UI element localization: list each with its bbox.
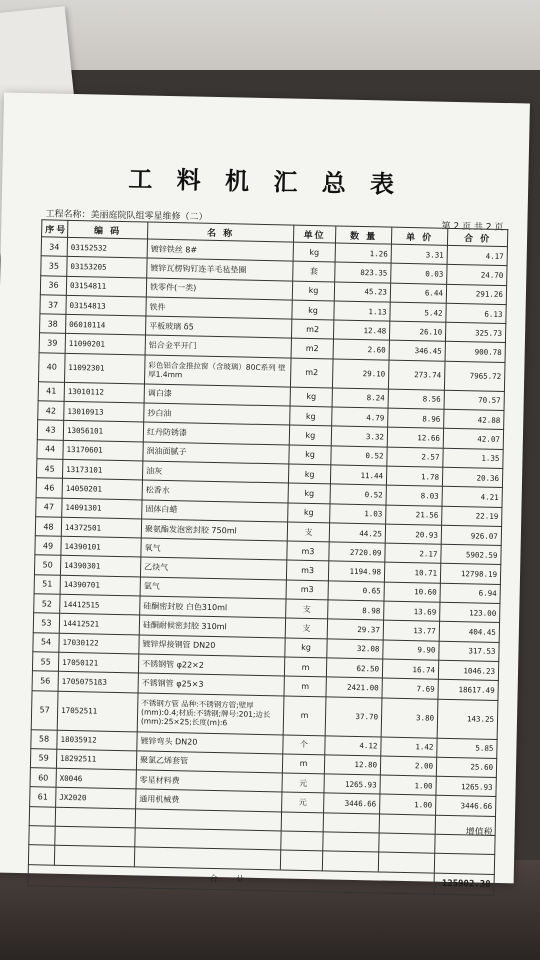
row-code: 13010913 <box>64 401 144 422</box>
row-code: 13170601 <box>63 440 143 461</box>
row-name: 调白漆 <box>144 384 290 406</box>
total-value: 125902.38 <box>434 873 494 895</box>
row-total: 291.26 <box>446 284 506 305</box>
row-price: 8.56 <box>388 389 444 409</box>
row-price: 3.80 <box>381 698 438 738</box>
row-name: 松香水 <box>142 480 288 502</box>
header-price: 单 价 <box>391 227 447 245</box>
row-total: 42.88 <box>444 409 504 430</box>
row-price: 2.00 <box>380 756 436 776</box>
row-code: X0046 <box>56 768 136 789</box>
row-qty: 45.23 <box>334 282 390 302</box>
row-name: 彩色铝合金推拉窗（含玻璃）80C系列 壁厚1.4mm <box>144 355 291 387</box>
row-code: 11090201 <box>65 334 145 355</box>
document-page <box>0 92 530 890</box>
row-qty: 3446.66 <box>324 793 380 813</box>
row-no: 36 <box>40 275 66 295</box>
row-name: 不锈钢方管 品种:不锈钢方管;壁厚(mm):0.4;材质:不锈钢;牌号:201;边长(mm):25×25;长度(m):6 <box>137 692 284 734</box>
row-name: 镀锌焊接钢管 DN20 <box>139 635 285 657</box>
row-price: 6.44 <box>390 283 446 303</box>
row-name: 镀锌铁丝 8# <box>147 239 293 261</box>
row-code: JX2020 <box>56 788 136 809</box>
row-code: 14372501 <box>61 517 141 538</box>
row-qty: 4.79 <box>332 407 388 427</box>
row-unit: 套 <box>293 261 335 281</box>
row-total: 24.70 <box>447 265 507 286</box>
row-price: 1.00 <box>380 775 436 795</box>
row-unit: kg <box>288 464 330 484</box>
row-total: 325.73 <box>445 322 505 343</box>
header-unit: 单位 <box>293 225 335 243</box>
row-total: 12798.19 <box>440 564 500 585</box>
row-no: 56 <box>32 671 58 691</box>
row-total: 5902.59 <box>441 544 501 565</box>
row-price: 1.42 <box>381 737 437 757</box>
row-price: 8.03 <box>386 485 442 505</box>
row-name: 乙炔气 <box>140 557 286 579</box>
row-no: 48 <box>35 517 61 537</box>
row-code: 14091301 <box>62 498 142 519</box>
row-code: 11092301 <box>65 353 146 384</box>
document-title: 工 料 机 汇 总 表 <box>128 164 403 199</box>
row-unit: m2 <box>291 319 333 339</box>
row-no: 38 <box>40 314 66 334</box>
row-price: 3.31 <box>391 244 447 264</box>
row-unit: kg <box>289 445 331 465</box>
row-unit: 元 <box>282 773 324 793</box>
row-name: 红丹防锈漆 <box>143 422 289 444</box>
row-no: 50 <box>34 555 60 575</box>
row-price: 8.96 <box>388 408 444 428</box>
row-name: 不锈钢管 φ25×3 <box>138 673 284 695</box>
row-price: 7.69 <box>382 678 438 698</box>
row-no: 60 <box>30 768 56 788</box>
row-name: 硅酮耐候密封胶 310ml <box>139 615 285 637</box>
row-unit: 支 <box>285 618 327 638</box>
row-name: 氧气 <box>141 538 287 560</box>
row-unit: m <box>283 696 326 736</box>
row-total: 4.21 <box>442 487 502 508</box>
row-unit: m <box>282 754 324 774</box>
row-total: 22.19 <box>442 506 502 527</box>
row-total: 6.13 <box>446 303 506 324</box>
row-price: 1.00 <box>380 794 436 814</box>
row-unit: kg <box>290 406 332 426</box>
row-name: 抄白油 <box>144 403 290 425</box>
row-no: 43 <box>37 420 63 440</box>
row-unit: kg <box>290 387 332 407</box>
row-code: 06010114 <box>66 315 146 336</box>
row-name: 铁零件(一类) <box>146 278 292 300</box>
row-qty: 0.52 <box>330 484 386 504</box>
row-qty: 37.70 <box>325 696 382 736</box>
row-code: 13056101 <box>63 421 143 442</box>
row-total: 1.35 <box>443 448 503 469</box>
row-price: 1.78 <box>386 466 442 486</box>
row-unit: kg <box>292 300 334 320</box>
row-code: 03154813 <box>66 295 146 316</box>
row-code: 14412515 <box>60 594 140 615</box>
row-unit: m <box>284 657 326 677</box>
row-code: 13173101 <box>62 459 142 480</box>
row-code: 14390101 <box>61 536 141 557</box>
row-total: 18617.49 <box>438 679 498 700</box>
row-total: 70.57 <box>444 390 504 411</box>
row-unit: kg <box>288 503 330 523</box>
row-qty: 11.44 <box>330 465 386 485</box>
row-total: 317.53 <box>439 641 499 662</box>
row-unit: kg <box>293 242 335 262</box>
row-name: 氩气 <box>140 577 286 599</box>
row-no: 47 <box>36 497 62 517</box>
row-no: 59 <box>30 749 56 769</box>
row-name: 零星材料费 <box>136 770 282 792</box>
row-unit: kg <box>292 281 334 301</box>
row-qty: 1.26 <box>335 243 391 263</box>
row-no: 34 <box>41 237 67 257</box>
row-name: 镀锌瓦楞钩钉连羊毛毡垫圈 <box>147 258 293 280</box>
row-unit: m <box>284 676 326 696</box>
row-no: 45 <box>36 459 62 479</box>
row-no: 61 <box>30 787 56 807</box>
row-no: 51 <box>34 574 60 594</box>
row-total: 123.00 <box>440 602 500 623</box>
row-unit: 元 <box>282 792 324 812</box>
page-info: 第 2 页 共 2 页 <box>441 221 504 233</box>
row-qty: 2421.00 <box>326 677 382 697</box>
row-name: 铁件 <box>146 297 292 319</box>
row-name: 润油面腻子 <box>143 442 289 464</box>
row-price: 10.60 <box>384 582 440 602</box>
header-code: 编 码 <box>68 220 148 239</box>
row-price: 2.17 <box>385 543 441 563</box>
row-unit: m2 <box>290 358 333 388</box>
row-price: 13.69 <box>384 601 440 621</box>
row-name: 铝合金平开门 <box>145 335 291 357</box>
row-price: 10.71 <box>384 563 440 583</box>
row-total: 1046.23 <box>438 660 498 681</box>
row-code: 17052511 <box>57 691 138 732</box>
row-no: 53 <box>33 613 59 633</box>
header-qty: 数 量 <box>335 226 391 244</box>
row-total: 1265.93 <box>436 776 496 797</box>
row-total: 4.17 <box>447 245 507 266</box>
row-unit: m3 <box>286 560 328 580</box>
table-body <box>30 237 508 816</box>
row-price: 2.57 <box>387 447 443 467</box>
row-total: 900.78 <box>445 342 505 363</box>
row-unit: 个 <box>283 735 325 755</box>
row-no: 52 <box>34 594 60 614</box>
row-qty: 44.25 <box>329 523 385 543</box>
row-qty: 8.24 <box>332 388 388 408</box>
row-code: 13010112 <box>64 382 144 403</box>
row-qty: 0.52 <box>331 446 387 466</box>
row-no: 55 <box>32 652 58 672</box>
row-price: 12.66 <box>387 427 443 447</box>
row-total: 926.07 <box>441 525 501 546</box>
row-code: 14412521 <box>59 614 139 635</box>
row-code: 17030122 <box>59 633 139 654</box>
row-price: 21.56 <box>386 505 442 525</box>
row-code: 18292511 <box>56 749 136 770</box>
project-name: 工程名称：美丽庭院队组零星维修（二） <box>45 209 208 223</box>
row-name: 不锈钢管 φ22×2 <box>138 654 284 676</box>
row-code: 03154811 <box>66 276 146 297</box>
header-name: 名 称 <box>148 222 294 242</box>
row-no: 44 <box>37 439 63 459</box>
row-qty: 12.80 <box>324 755 380 775</box>
row-qty: 1265.93 <box>324 774 380 794</box>
row-name: 镀锌弯头 DN20 <box>137 731 283 753</box>
row-qty: 62.50 <box>326 658 382 678</box>
row-qty: 1194.98 <box>328 561 384 581</box>
row-code: 14390301 <box>60 556 140 577</box>
row-code: 14390701 <box>60 575 140 596</box>
row-qty: 29.37 <box>327 619 383 639</box>
header-total: 合 价 <box>447 228 507 246</box>
row-name: 聚氯乙烯套管 <box>136 751 282 773</box>
row-name: 平板玻璃 δ5 <box>145 316 291 338</box>
row-total: 404.45 <box>439 622 499 643</box>
row-no: 46 <box>36 478 62 498</box>
row-qty: 32.08 <box>327 639 383 659</box>
row-price: 16.74 <box>382 659 438 679</box>
row-unit: 支 <box>286 599 328 619</box>
row-price: 26.10 <box>389 321 445 341</box>
row-no: 35 <box>41 256 67 276</box>
row-no: 41 <box>38 382 64 402</box>
row-no: 54 <box>33 632 59 652</box>
row-code: 17050751ß3 <box>58 671 138 692</box>
row-qty: 4.12 <box>325 735 381 755</box>
row-unit: 支 <box>287 522 329 542</box>
row-no: 57 <box>31 690 58 730</box>
tax-note: 增值税 <box>465 827 493 838</box>
row-code: 17050121 <box>58 652 138 673</box>
row-total: 20.36 <box>442 467 502 488</box>
row-code: 18035912 <box>57 730 137 751</box>
row-price: 9.90 <box>383 640 439 660</box>
background-surface <box>0 0 540 70</box>
row-code: 03153205 <box>67 257 147 278</box>
row-qty: 8.98 <box>328 600 384 620</box>
row-total: 6.94 <box>440 583 500 604</box>
row-qty: 0.65 <box>328 581 384 601</box>
row-price: 346.45 <box>389 341 445 361</box>
row-total: 5.85 <box>437 738 497 759</box>
row-name: 油灰 <box>142 461 288 483</box>
summary-table <box>27 219 508 895</box>
row-qty: 12.48 <box>333 320 389 340</box>
row-code: 14050201 <box>62 479 142 500</box>
row-price: 13.77 <box>383 620 439 640</box>
row-no: 58 <box>31 729 57 749</box>
row-unit: m3 <box>287 541 329 561</box>
row-code: 03152532 <box>67 237 147 258</box>
row-price: 5.42 <box>390 302 446 322</box>
row-total: 7965.72 <box>444 361 505 391</box>
total-label: 合 计 <box>28 864 434 893</box>
row-name: 固体白蜡 <box>142 500 288 522</box>
row-no: 40 <box>39 353 66 383</box>
row-unit: m2 <box>291 339 333 359</box>
row-price: 20.93 <box>385 524 441 544</box>
row-total: 3446.66 <box>436 796 496 817</box>
row-qty: 29.10 <box>332 359 389 389</box>
row-name: 硅酮密封胶 白色310ml <box>140 596 286 618</box>
row-name: 聚氨酯发泡密封胶 750ml <box>141 519 287 541</box>
row-qty: 2.60 <box>333 339 389 359</box>
row-unit: kg <box>289 425 331 445</box>
row-qty: 1.03 <box>330 503 386 523</box>
row-total: 42.07 <box>443 429 503 450</box>
row-price: 0.03 <box>391 263 447 283</box>
row-total: 25.60 <box>436 757 496 778</box>
row-name: 通用机械费 <box>136 789 282 811</box>
row-unit: kg <box>285 638 327 658</box>
row-unit: kg <box>288 483 330 503</box>
row-qty: 3.32 <box>331 426 387 446</box>
header-no: 序号 <box>42 220 68 238</box>
row-total: 143.25 <box>437 699 498 739</box>
row-qty: 2720.09 <box>329 542 385 562</box>
row-price: 273.74 <box>388 360 445 390</box>
row-no: 39 <box>39 333 65 353</box>
row-no: 37 <box>40 295 66 315</box>
row-qty: 1.13 <box>334 301 390 321</box>
row-no: 42 <box>38 401 64 421</box>
row-qty: 823.35 <box>335 262 391 282</box>
row-unit: m3 <box>286 580 328 600</box>
row-no: 49 <box>35 536 61 556</box>
